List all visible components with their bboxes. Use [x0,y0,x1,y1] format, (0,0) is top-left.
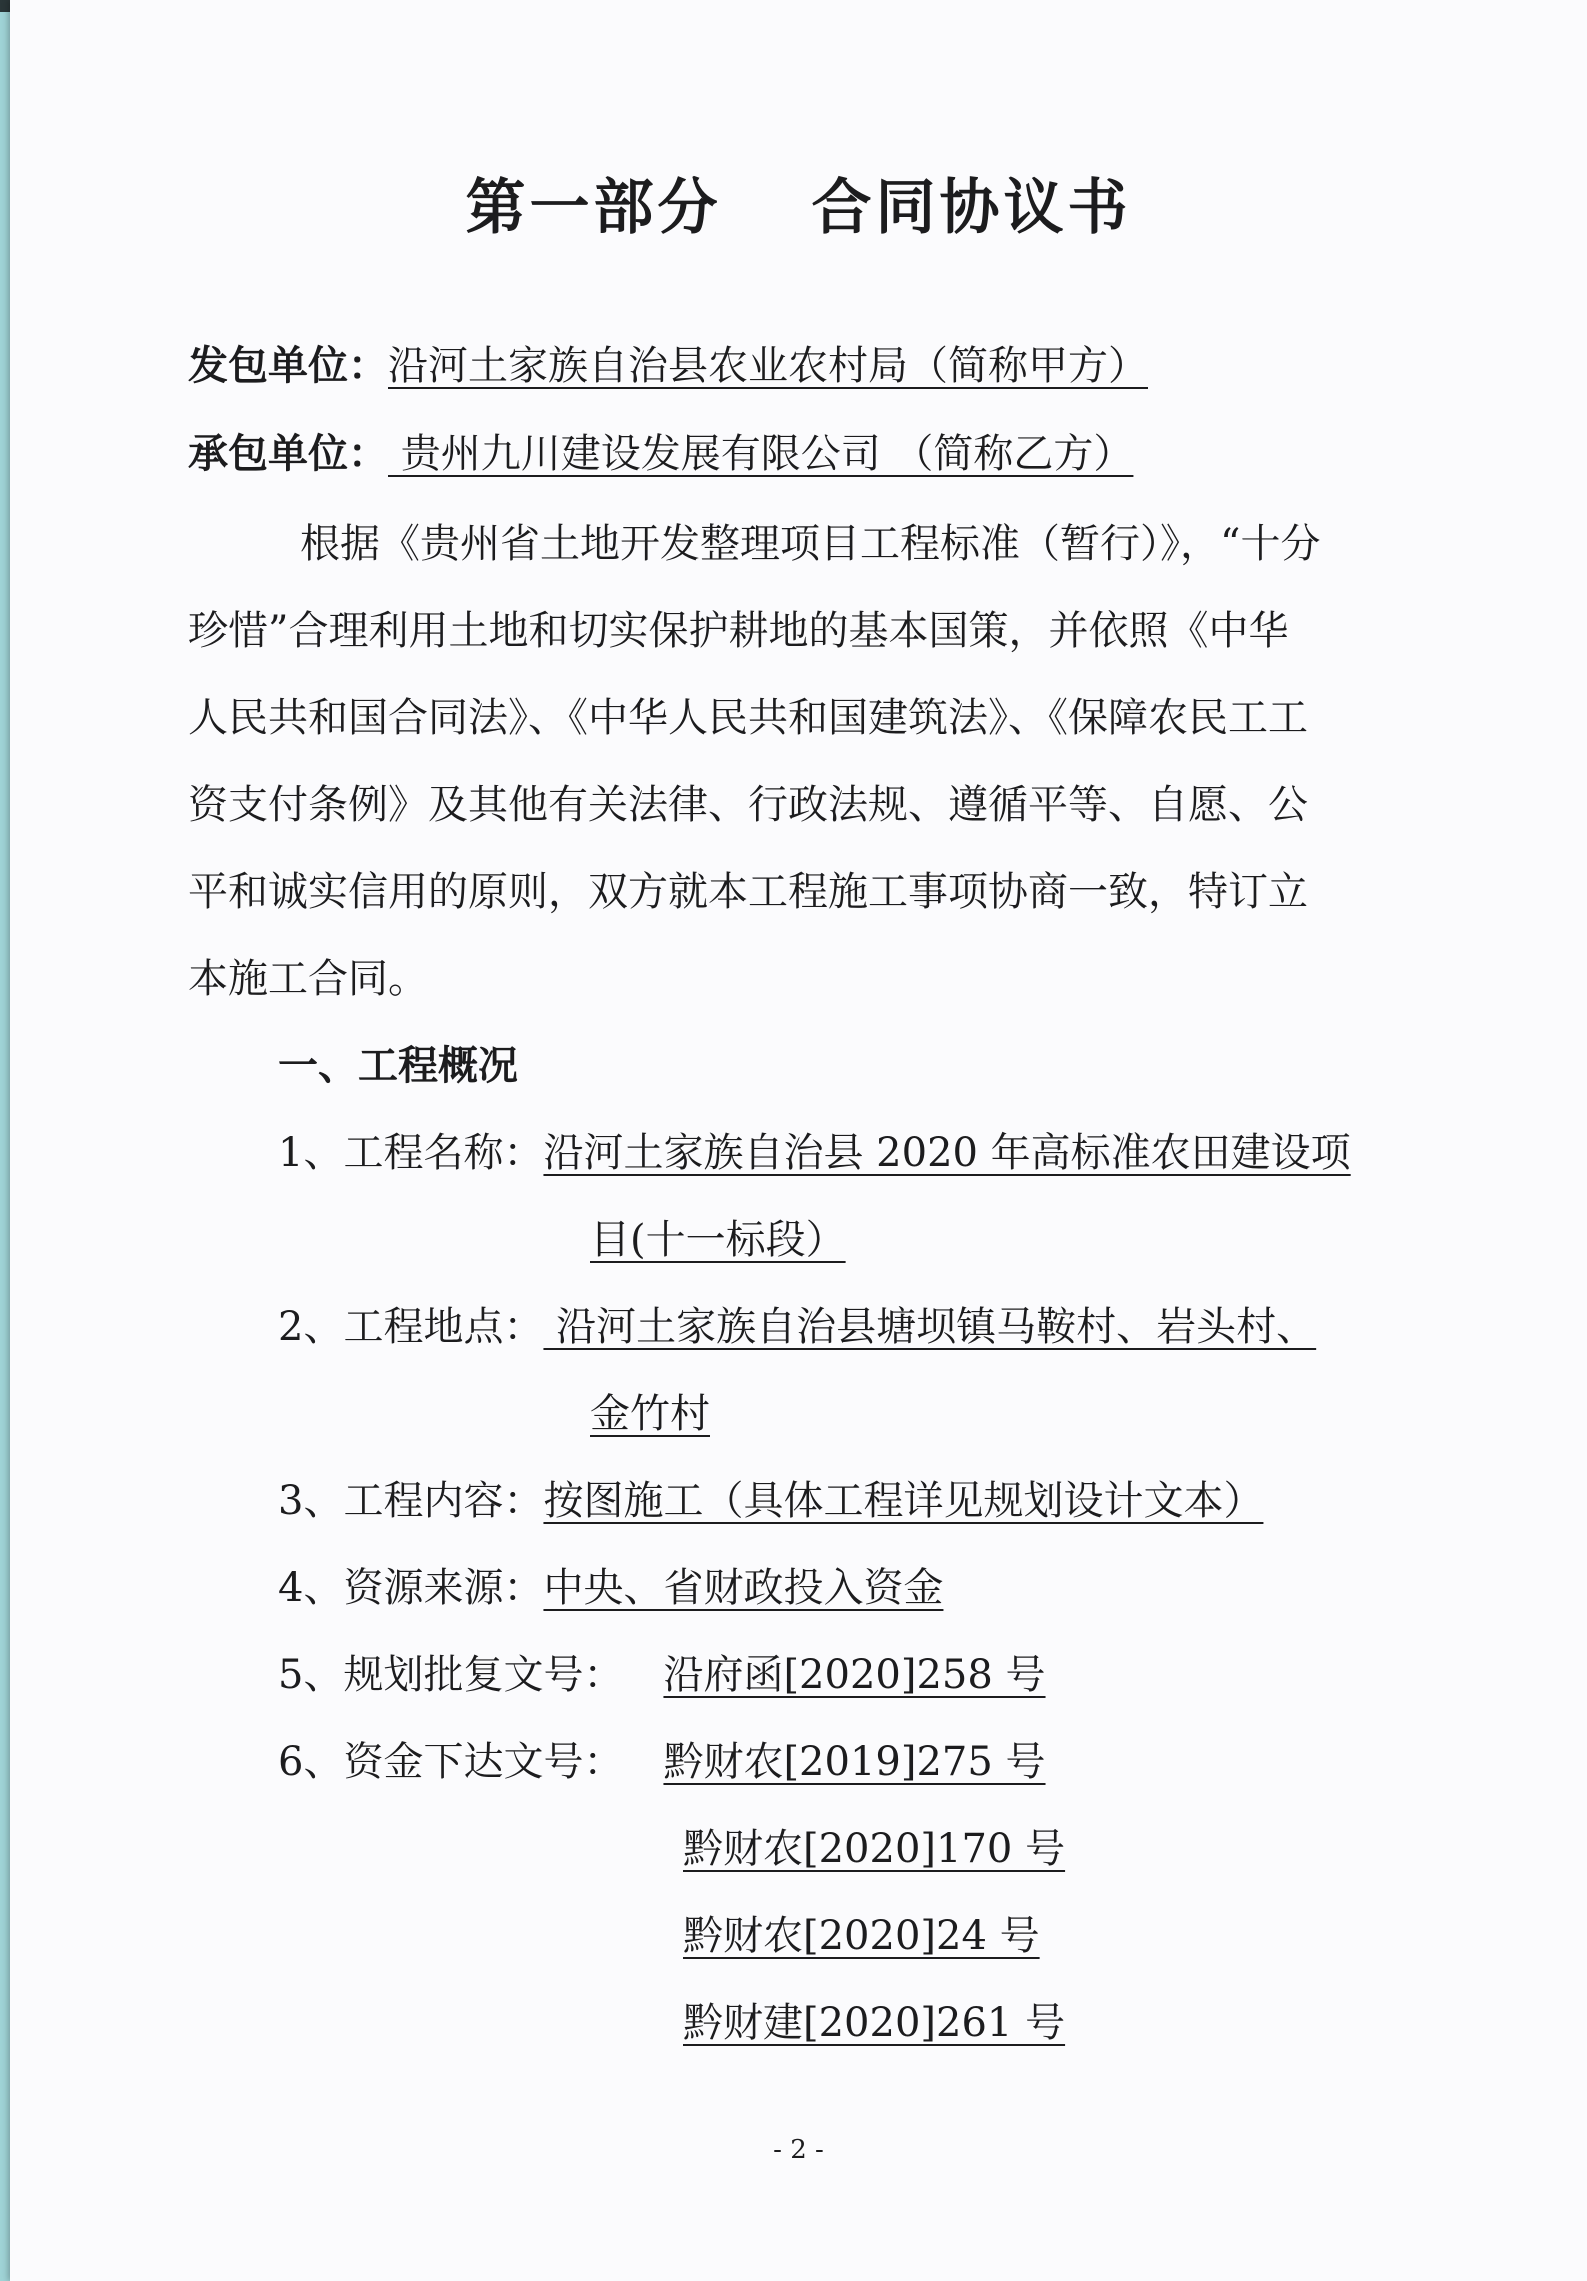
item-funding-source [278,1562,943,1614]
intro-line-3: 人民共和国合同法》、《中华人民共和国建筑法》、《保障农民工工 [188,695,1308,741]
item3-value: 按图施工（具体工程详见规划设计文本） [543,1478,1264,1524]
item-location [278,1301,1316,1353]
item-fund-doc-no [278,1736,1046,1788]
item-approval-no [278,1649,1046,1701]
employer-value: 沿河土家族自治县农业农村局（简称甲方） [388,343,1148,389]
contractor-line [188,428,1133,480]
item1-label: 1、工程名称： [278,1130,544,1176]
page-number: - 2 - [773,2135,824,2165]
title-name: 合同协议书 [811,173,1132,243]
item4-value: 中央、省财政投入资金 [543,1565,944,1611]
item2-label: 2、工程地点： [278,1304,544,1350]
intro-line-5: 平和诚实信用的原则，双方就本工程施工事项协商一致，特订立 [188,869,1308,915]
item6-value-2: 黔财农[2020]170 号 [683,1826,1066,1872]
item-content [278,1475,1263,1527]
contractor-label: 承包单位： [188,431,388,477]
item6-line-4 [683,1997,1065,2049]
item1-value-b: 目(十一标段） [590,1217,846,1263]
intro-line-6: 本施工合同。 [188,956,428,1002]
section-heading: 一、工程概况 [278,1043,518,1089]
item2-continuation [590,1388,710,1440]
item5-value: 沿府函[2020]258 号 [663,1652,1046,1698]
employer-line [188,340,1148,392]
intro-line-1: 根据《贵州省土地开发整理项目工程标准（暂行）》，“十分 [300,521,1321,567]
intro-line-2: 珍惜”合理利用土地和切实保护耕地的基本国策，并依照《中华 [188,608,1289,654]
item6-value-3: 黔财农[2020]24 号 [683,1913,1040,1959]
intro-line-4: 资支付条例》及其他有关法律、行政法规、遵循平等、自愿、公 [188,782,1308,828]
item6-label: 6、资金下达文号： [278,1739,624,1785]
employer-label: 发包单位： [188,343,388,389]
item4-label: 4、资源来源： [278,1565,544,1611]
item5-label: 5、规划批复文号： [278,1652,624,1698]
item1-continuation [590,1214,846,1266]
item6-value-4: 黔财建[2020]261 号 [683,2000,1066,2046]
title-part: 第一部分 [465,173,722,243]
item6-line-3 [683,1910,1040,1962]
document-page [10,0,1587,2281]
item2-value-b: 金竹村 [590,1391,710,1437]
item6-line-2 [683,1823,1065,1875]
item1-value-a: 沿河土家族自治县 2020 年高标准农田建设项 [543,1130,1351,1176]
item2-value-a: 沿河土家族自治县塘坝镇马鞍村、岩头村、 [543,1304,1317,1350]
item6-value-1: 黔财农[2019]275 号 [663,1739,1046,1785]
item3-label: 3、工程内容： [278,1478,544,1524]
page-title [10,160,1587,246]
contractor-value: 贵州九川建设发展有限公司 （简称乙方） [388,431,1134,477]
item-project-name [278,1127,1351,1179]
